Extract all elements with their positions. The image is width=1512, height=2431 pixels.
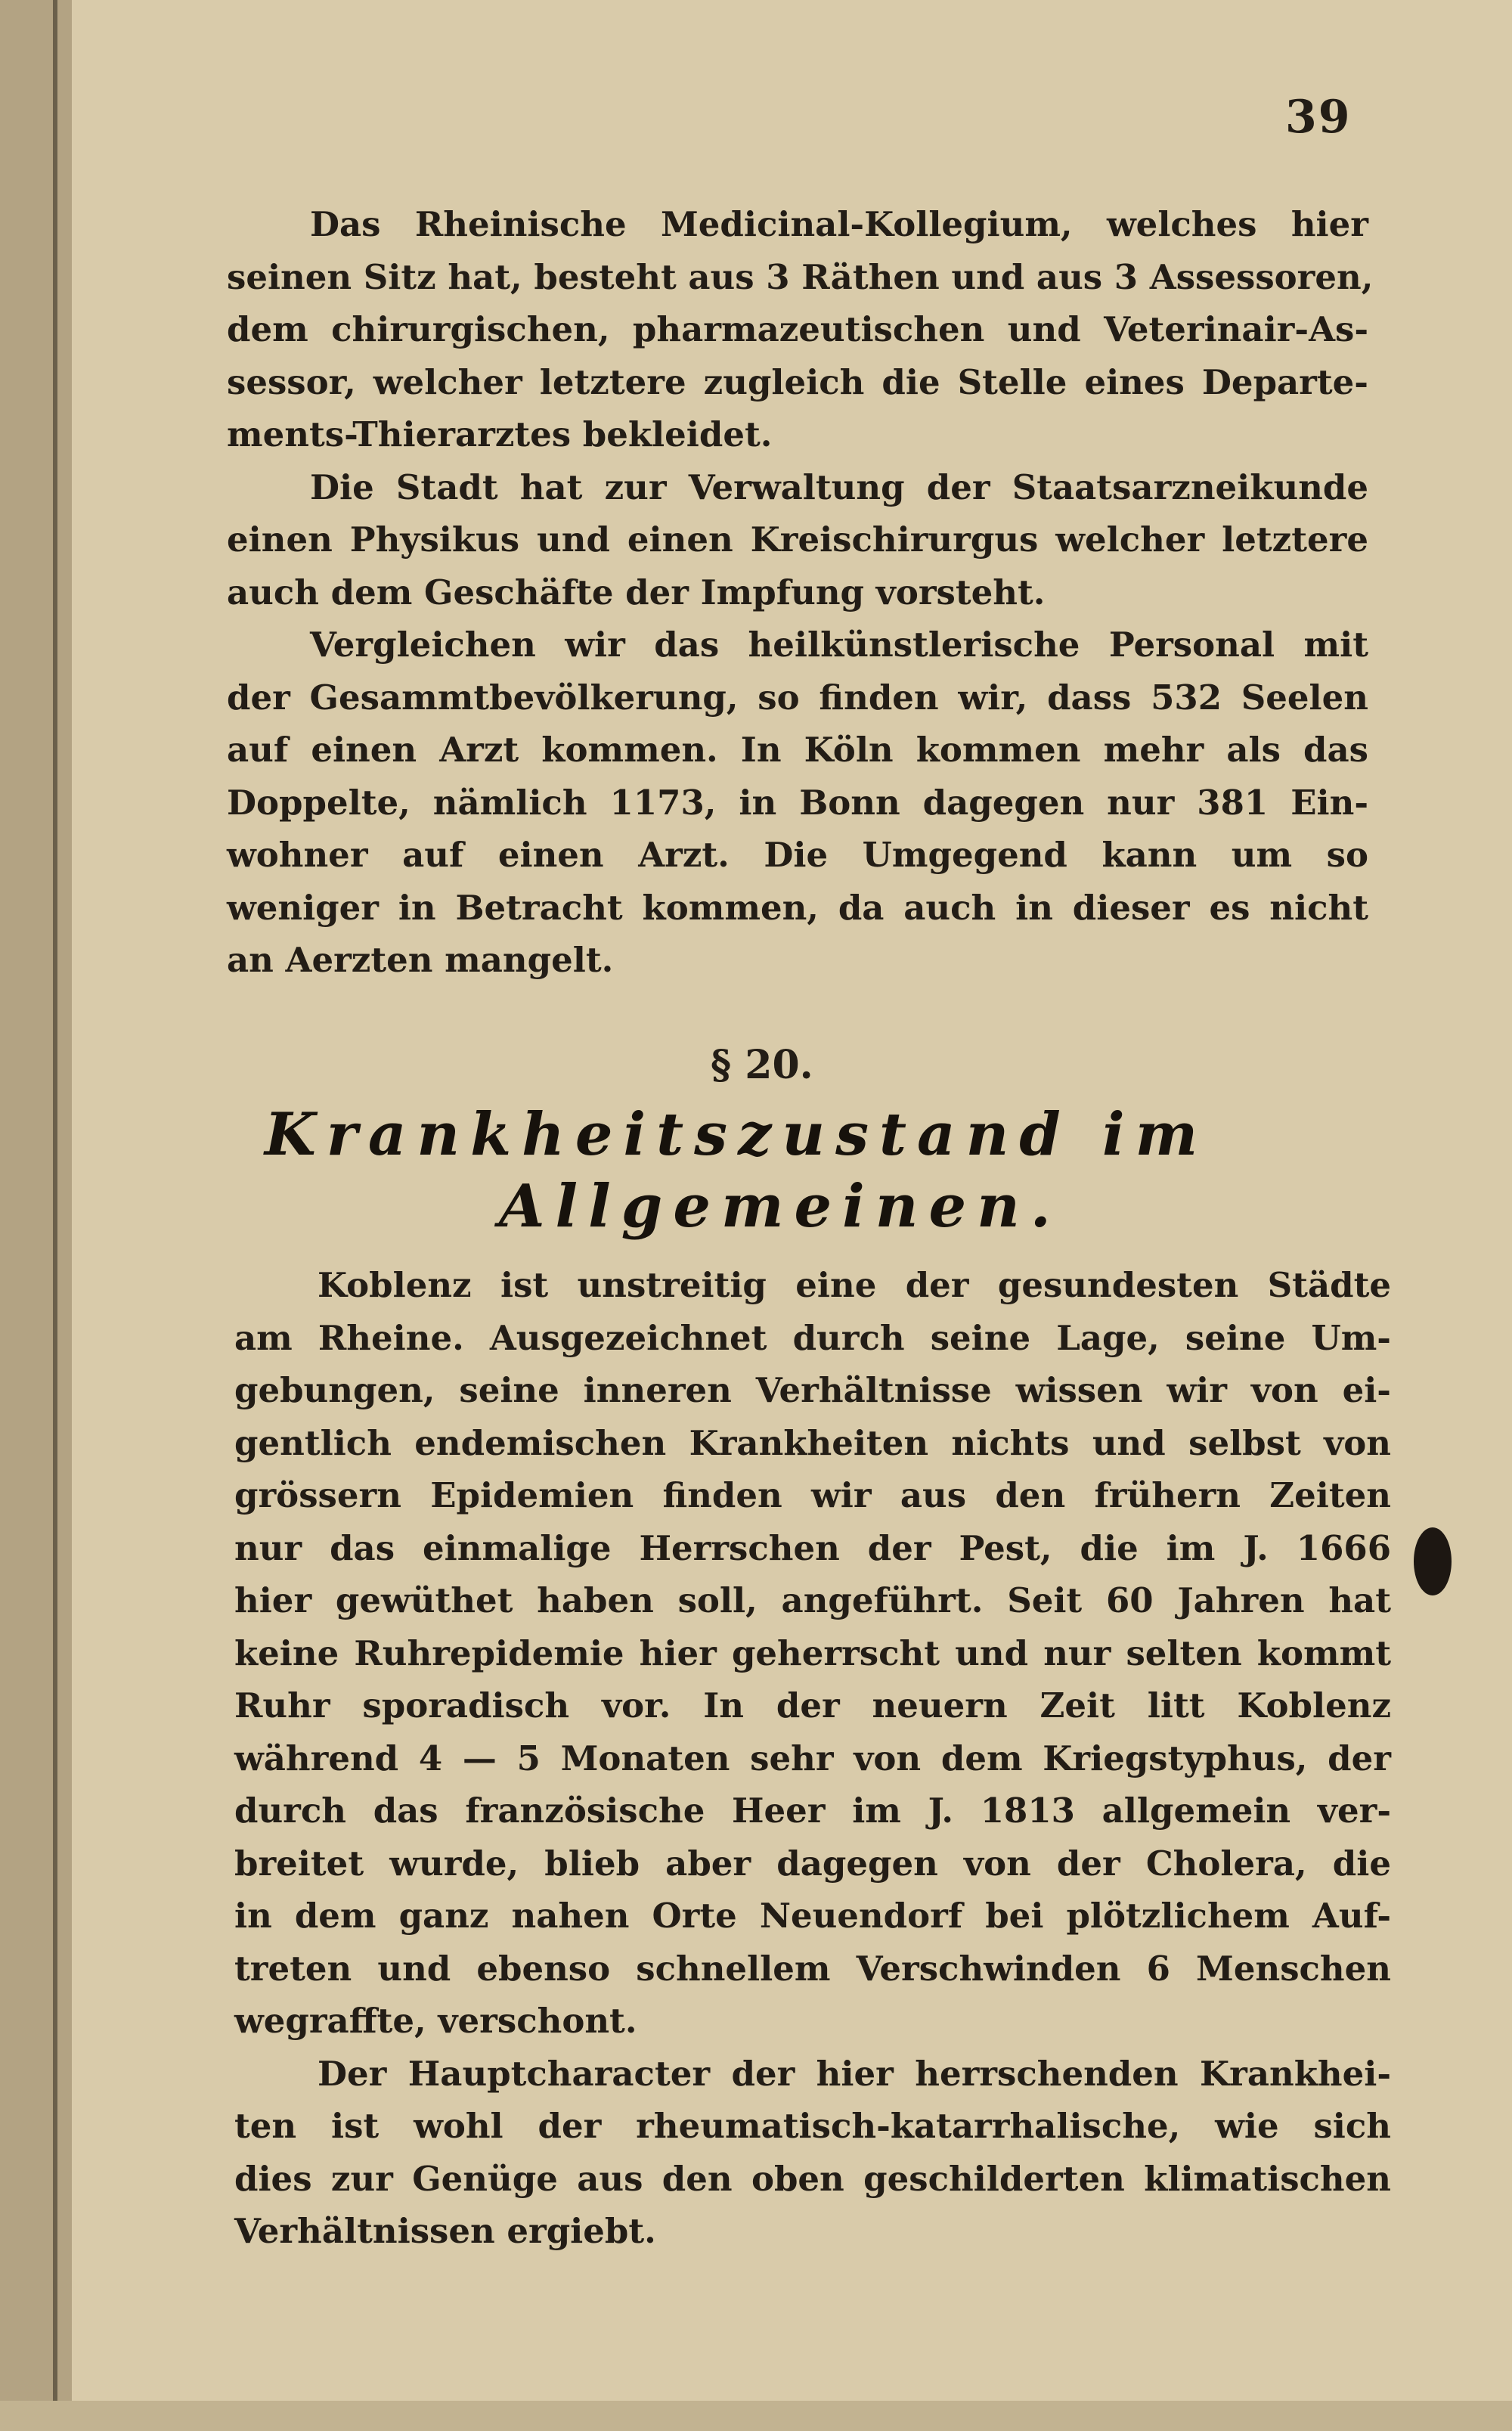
text-line: der Gesammtbevölkerung, so finden wir, dass 532 Seelen — [227, 677, 1368, 718]
text-line: Vergleichen wir das heilkünstlerische Personal mit — [310, 625, 1368, 665]
text-line: hier gewüthet haben soll, angeführt. Seit 60 Jahren hat — [234, 1580, 1391, 1620]
text-line: ments-Thierarztes bekleidet. — [227, 414, 773, 454]
text-line: breitet wurde, blieb aber dagegen von der Cholera, die — [234, 1843, 1391, 1884]
text-line: ten ist wohl der rheumatisch-katarrhalische, wie sich — [234, 2106, 1391, 2146]
binding-edge — [53, 0, 57, 2431]
text-line: Der Hauptcharacter der hier herrschenden Krankhei- — [318, 2053, 1391, 2094]
text-line: nur das einmalige Herrschen der Pest, die im J. 1666 — [234, 1527, 1391, 1568]
section-number: § 20. — [711, 1042, 813, 1088]
text-line: keine Ruhrepidemie hier geherrscht und nur selten kommt — [234, 1633, 1391, 1673]
book-gutter — [0, 0, 72, 2431]
text-line: durch das französische Heer im J. 1813 allgemein ver- — [234, 1791, 1391, 1831]
text-line: gentlich endemischen Krankheiten nichts und selbst von — [234, 1422, 1391, 1463]
text-line: dies zur Genüge aus den oben geschilderten klimatischen — [234, 2158, 1391, 2199]
section-heading-line-2: Allgemeinen. — [499, 1172, 1061, 1241]
text-line: seinen Sitz hat, besteht aus 3 Räthen und aus 3 Assessoren, — [227, 256, 1374, 297]
text-line: wohner auf einen Arzt. Die Umgegend kann um so — [227, 835, 1368, 875]
text-line: wegraffte, verschont. — [234, 2001, 637, 2041]
text-line: auch dem Geschäfte der Impfung vorsteht. — [227, 572, 1046, 612]
text-line: auf einen Arzt kommen. In Köln kommen mehr als das — [227, 730, 1368, 770]
text-line: einen Physikus und einen Kreischirurgus welcher letztere — [227, 519, 1368, 560]
text-block-bottom — [234, 1259, 1391, 2258]
text-line: in dem ganz nahen Orte Neuendorf bei plötzlichem Auf- — [234, 1896, 1391, 1936]
text-line: während 4 — 5 Monaten sehr von dem Kriegstyphus, der — [234, 1738, 1391, 1778]
text-line: dem chirurgischen, pharmazeutischen und Veterinair-As- — [227, 309, 1368, 349]
ink-blot — [1414, 1527, 1452, 1595]
text-line: Das Rheinische Medicinal-Kollegium, welches hier — [310, 204, 1368, 244]
text-line: sessor, welcher letztere zugleich die Stelle eines Departe- — [227, 361, 1368, 402]
text-line: Ruhr sporadisch vor. In der neuern Zeit litt Koblenz — [234, 1685, 1391, 1726]
text-line: treten und ebenso schnellem Verschwinden 6 Menschen — [234, 1948, 1391, 1989]
page-bottom-edge — [0, 2401, 1512, 2431]
text-line: am Rheine. Ausgezeichnet durch seine Lage, seine Um- — [234, 1317, 1391, 1358]
text-line: Koblenz ist unstreitig eine der gesundesten Städte — [318, 1265, 1391, 1305]
text-line: an Aerzten mangelt. — [227, 940, 614, 980]
text-line: Verhältnissen ergiebt. — [234, 2211, 656, 2251]
text-line: gebungen, seine inneren Verhältnisse wissen wir von ei- — [234, 1370, 1391, 1410]
text-line: weniger in Betracht kommen, da auch in dieser es nicht — [227, 887, 1368, 928]
text-line: Doppelte, nämlich 1173, in Bonn dagegen nur 381 Ein- — [227, 782, 1368, 823]
page-number: 39 — [1285, 91, 1352, 144]
section-heading-line-1: Krankheitszustand im — [265, 1100, 1209, 1169]
text-block-top — [227, 198, 1374, 987]
text-line: Die Stadt hat zur Verwaltung der Staatsarzneikunde — [310, 467, 1368, 507]
text-line: grössern Epidemien finden wir aus den frühern Zeiten — [234, 1475, 1391, 1515]
